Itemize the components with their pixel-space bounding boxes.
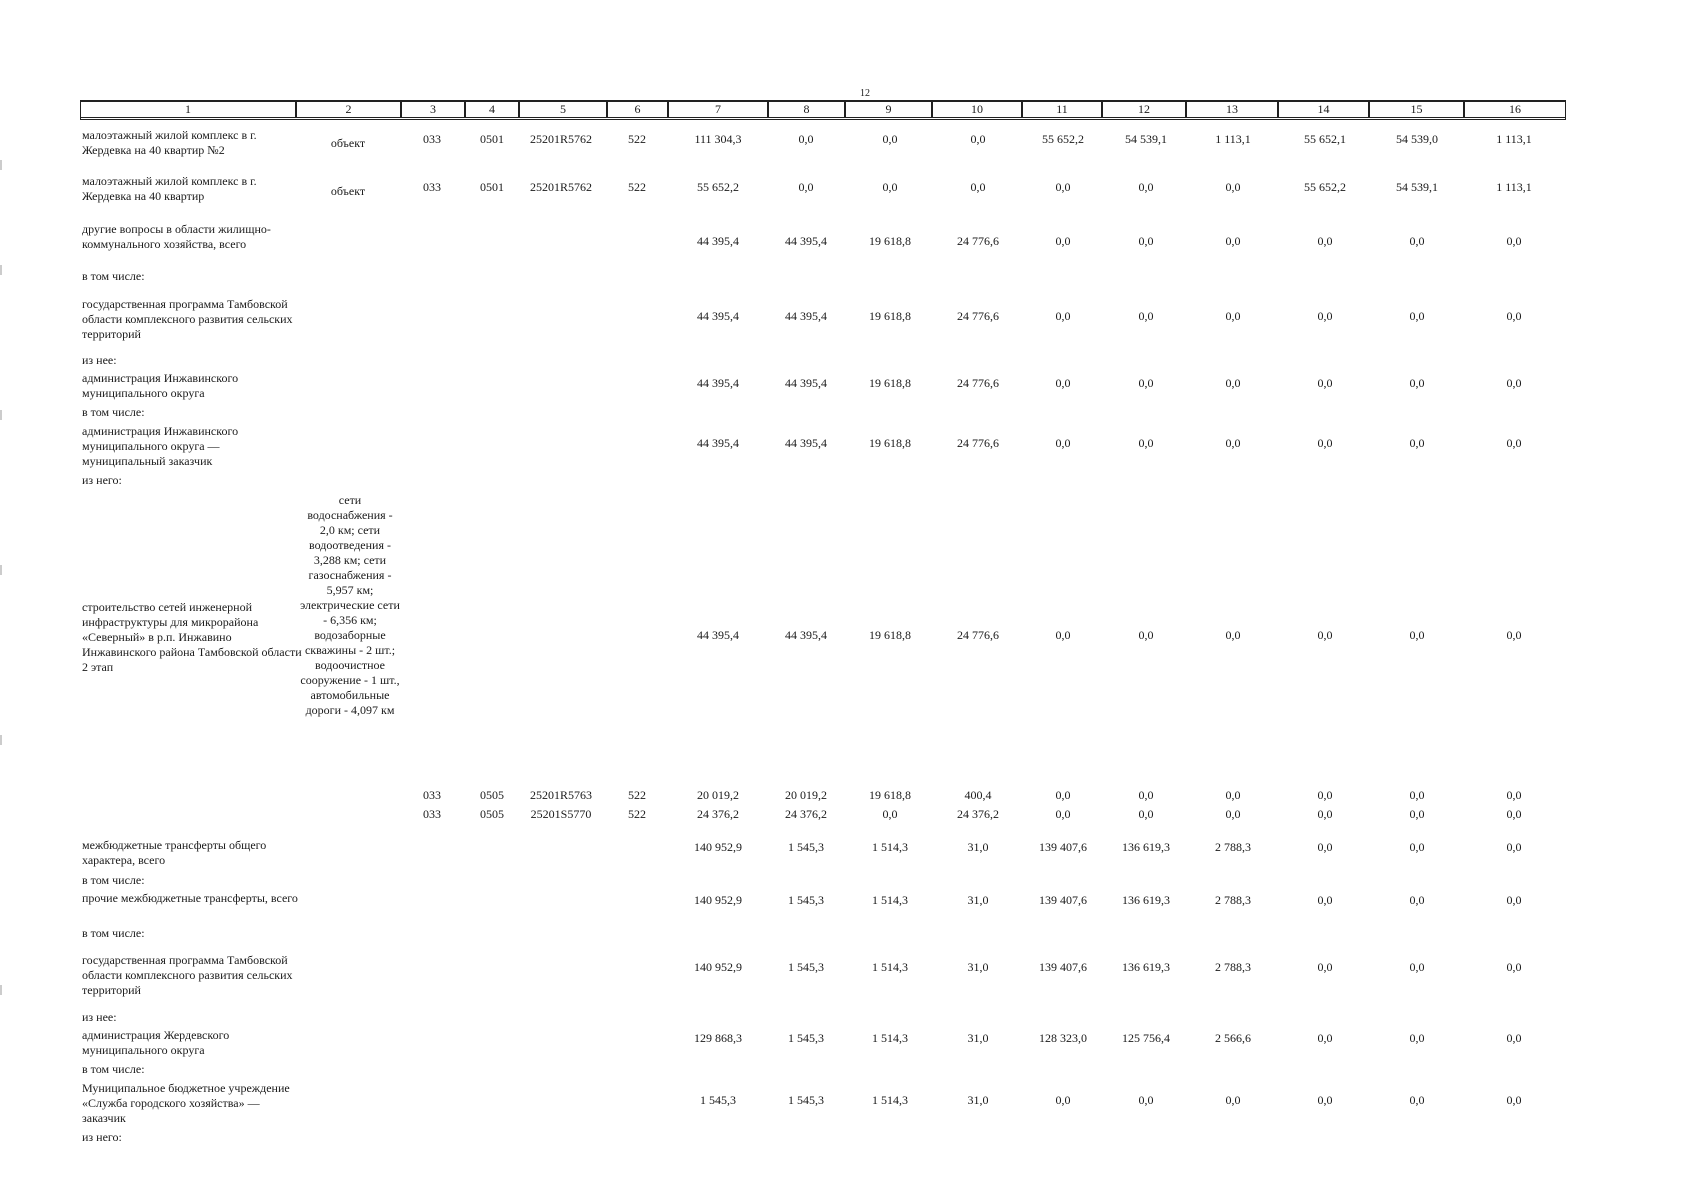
margin-mark <box>0 160 2 170</box>
value-cell: 0,0 <box>1409 628 1425 642</box>
value-cell: 0,0 <box>1055 376 1071 390</box>
row-name: Муниципальное бюджетное учреждение «Служба городского хозяйства» — заказчик <box>82 1081 290 1125</box>
margin-mark <box>0 565 2 575</box>
value-cell: 0,0 <box>1055 309 1071 323</box>
column-header: 14 <box>1278 101 1369 118</box>
value-cell: 0,0 <box>1317 788 1333 802</box>
value-cell: 1 545,3 <box>700 1093 736 1107</box>
sublabel: из нее: <box>82 353 117 367</box>
value-cell: 139 407,6 <box>1039 960 1087 974</box>
value-cell: 0,0 <box>1409 840 1425 854</box>
value-cell: 1 545,3 <box>788 1031 824 1045</box>
value-cell: 0,0 <box>1225 788 1241 802</box>
value-cell: 0,0 <box>1138 234 1154 248</box>
code-cell: 0501 <box>480 132 504 146</box>
value-cell: 44 395,4 <box>697 436 739 450</box>
value-cell: 1 545,3 <box>788 1093 824 1107</box>
code-cell: 25201R5763 <box>529 788 593 802</box>
value-cell: 44 395,4 <box>785 309 827 323</box>
value-cell: 0,0 <box>1138 309 1154 323</box>
value-cell: 0,0 <box>1317 807 1333 821</box>
margin-mark <box>0 410 2 420</box>
value-cell: 0,0 <box>1225 628 1241 642</box>
code-cell: 033 <box>423 132 441 146</box>
code-cell: 522 <box>628 132 646 146</box>
value-cell: 0,0 <box>1506 234 1522 248</box>
value-cell: 129 868,3 <box>694 1031 742 1045</box>
value-cell: 111 304,3 <box>694 132 742 146</box>
value-cell: 0,0 <box>1409 1093 1425 1107</box>
value-cell: 0,0 <box>1409 309 1425 323</box>
value-cell: 0,0 <box>1055 628 1071 642</box>
value-cell: 24 776,6 <box>957 436 999 450</box>
value-cell: 1 514,3 <box>872 1093 908 1107</box>
row-name: малоэтажный жилой комплекс в г. Жердевка на 40 квартир <box>82 174 257 203</box>
value-cell: 0,0 <box>1409 960 1425 974</box>
column-header: 12 <box>1102 101 1186 118</box>
value-cell: 19 618,8 <box>869 628 911 642</box>
value-cell: 31,0 <box>967 960 989 974</box>
sublabel: из нее: <box>82 1010 117 1024</box>
value-cell: 1 545,3 <box>788 893 824 907</box>
value-cell: 0,0 <box>1506 309 1522 323</box>
column-header: 9 <box>845 101 932 118</box>
row-name: государственная программа Тамбовской области комплексного развития сельских территорий <box>82 297 293 341</box>
value-cell: 0,0 <box>798 180 814 194</box>
column-header: 8 <box>768 101 845 118</box>
value-cell: 139 407,6 <box>1039 893 1087 907</box>
value-cell: 1 514,3 <box>872 1031 908 1045</box>
value-cell: 1 545,3 <box>788 960 824 974</box>
value-cell: 20 019,2 <box>697 788 739 802</box>
value-cell: 0,0 <box>882 807 898 821</box>
value-cell: 0,0 <box>882 180 898 194</box>
code-cell: 0505 <box>480 807 504 821</box>
code-cell: 0505 <box>480 788 504 802</box>
value-cell: 136 619,3 <box>1122 893 1170 907</box>
value-cell: 2 788,3 <box>1215 893 1251 907</box>
value-cell: 0,0 <box>1506 1031 1522 1045</box>
value-cell: 139 407,6 <box>1039 840 1087 854</box>
value-cell: 31,0 <box>967 1093 989 1107</box>
unit-cell: объект <box>330 136 366 150</box>
value-cell: 44 395,4 <box>785 234 827 248</box>
row-name: малоэтажный жилой комплекс в г. Жердевка на 40 квартир №2 <box>82 128 257 157</box>
row-name: государственная программа Тамбовской области комплексного развития сельских территорий <box>82 953 293 997</box>
value-cell: 54 539,1 <box>1125 132 1167 146</box>
column-header: 4 <box>465 101 519 118</box>
value-cell: 0,0 <box>1506 628 1522 642</box>
sublabel: в том числе: <box>82 405 145 419</box>
value-cell: 140 952,9 <box>694 893 742 907</box>
value-cell: 0,0 <box>882 132 898 146</box>
value-cell: 0,0 <box>1317 309 1333 323</box>
value-cell: 0,0 <box>1225 234 1241 248</box>
value-cell: 0,0 <box>1055 788 1071 802</box>
column-header: 7 <box>668 101 768 118</box>
code-cell: 522 <box>628 788 646 802</box>
value-cell: 44 395,4 <box>697 628 739 642</box>
value-cell: 136 619,3 <box>1122 960 1170 974</box>
value-cell: 0,0 <box>1409 376 1425 390</box>
value-cell: 0,0 <box>1409 893 1425 907</box>
column-header: 10 <box>932 101 1022 118</box>
value-cell: 0,0 <box>1317 436 1333 450</box>
value-cell: 0,0 <box>1317 840 1333 854</box>
value-cell: 0,0 <box>1055 1093 1071 1107</box>
column-header: 5 <box>519 101 607 118</box>
column-header: 15 <box>1369 101 1464 118</box>
value-cell: 19 618,8 <box>869 309 911 323</box>
value-cell: 0,0 <box>1055 234 1071 248</box>
value-cell: 0,0 <box>1225 180 1241 194</box>
value-cell: 400,4 <box>964 788 992 802</box>
value-cell: 136 619,3 <box>1122 840 1170 854</box>
value-cell: 1 514,3 <box>872 840 908 854</box>
value-cell: 0,0 <box>1225 436 1241 450</box>
value-cell: 0,0 <box>1055 436 1071 450</box>
value-cell: 0,0 <box>1225 309 1241 323</box>
value-cell: 44 395,4 <box>785 436 827 450</box>
value-cell: 55 652,2 <box>697 180 739 194</box>
column-header: 13 <box>1186 101 1278 118</box>
value-cell: 0,0 <box>1138 788 1154 802</box>
value-cell: 0,0 <box>1506 960 1522 974</box>
value-cell: 0,0 <box>1138 180 1154 194</box>
value-cell: 0,0 <box>1506 788 1522 802</box>
value-cell: 0,0 <box>970 180 986 194</box>
sublabel: в том числе: <box>82 269 145 283</box>
value-cell: 0,0 <box>1138 376 1154 390</box>
value-cell: 140 952,9 <box>694 960 742 974</box>
code-cell: 25201S5770 <box>530 807 592 821</box>
value-cell: 44 395,4 <box>785 628 827 642</box>
column-header: 11 <box>1022 101 1102 118</box>
value-cell: 19 618,8 <box>869 788 911 802</box>
row-name: прочие межбюджетные трансферты, всего <box>82 891 298 905</box>
code-cell: 0501 <box>480 180 504 194</box>
value-cell: 2 788,3 <box>1215 960 1251 974</box>
value-cell: 0,0 <box>1055 180 1071 194</box>
value-cell: 0,0 <box>1409 1031 1425 1045</box>
code-cell: 033 <box>423 180 441 194</box>
value-cell: 0,0 <box>1409 788 1425 802</box>
code-cell: 25201R5762 <box>529 132 593 146</box>
value-cell: 0,0 <box>1317 234 1333 248</box>
object-capacity-description: сети водоснабжения - 2,0 км; сети водоотведения - 3,288 км; сети газоснабжения - 5,957 км; электрические сети - 6,356 км; водозаборные скважины - 2 шт.; водоочистное сооружение - 1 шт., автомобильные дороги - 4,097 км <box>300 493 400 717</box>
value-cell: 19 618,8 <box>869 376 911 390</box>
value-cell: 44 395,4 <box>785 376 827 390</box>
value-cell: 24 776,6 <box>957 628 999 642</box>
value-cell: 2 788,3 <box>1215 840 1251 854</box>
value-cell: 0,0 <box>1506 436 1522 450</box>
value-cell: 31,0 <box>967 893 989 907</box>
value-cell: 0,0 <box>1317 628 1333 642</box>
row-name: строительство сетей инженерной инфраструктуры для микрорайона «Северный» в р.п. Инжавино Инжавинского района Тамбовской области 2 этап <box>82 600 302 674</box>
row-name: другие вопросы в области жилищно-коммунального хозяйства, всего <box>82 222 271 251</box>
sublabel: в том числе: <box>82 873 145 887</box>
value-cell: 31,0 <box>967 1031 989 1045</box>
value-cell: 0,0 <box>1317 960 1333 974</box>
value-cell: 55 652,1 <box>1304 132 1346 146</box>
value-cell: 0,0 <box>1225 376 1241 390</box>
value-cell: 24 776,6 <box>957 376 999 390</box>
value-cell: 0,0 <box>1506 807 1522 821</box>
value-cell: 128 323,0 <box>1039 1031 1087 1045</box>
value-cell: 24 376,2 <box>697 807 739 821</box>
value-cell: 0,0 <box>1055 807 1071 821</box>
value-cell: 55 652,2 <box>1042 132 1084 146</box>
sublabel: из него: <box>82 1130 122 1144</box>
value-cell: 0,0 <box>1506 893 1522 907</box>
value-cell: 140 952,9 <box>694 840 742 854</box>
value-cell: 44 395,4 <box>697 234 739 248</box>
value-cell: 1 514,3 <box>872 960 908 974</box>
value-cell: 20 019,2 <box>785 788 827 802</box>
value-cell: 54 539,1 <box>1396 180 1438 194</box>
value-cell: 0,0 <box>1409 436 1425 450</box>
value-cell: 0,0 <box>1138 807 1154 821</box>
row-name: администрация Жердевского муниципального округа <box>82 1028 230 1057</box>
margin-mark <box>0 985 2 995</box>
page-number: 12 <box>860 88 870 99</box>
code-cell: 033 <box>423 807 441 821</box>
value-cell: 0,0 <box>798 132 814 146</box>
value-cell: 55 652,2 <box>1304 180 1346 194</box>
value-cell: 44 395,4 <box>697 376 739 390</box>
sublabel: из него: <box>82 473 122 487</box>
code-cell: 522 <box>628 180 646 194</box>
value-cell: 0,0 <box>970 132 986 146</box>
value-cell: 0,0 <box>1225 807 1241 821</box>
unit-cell: объект <box>330 184 366 198</box>
value-cell: 0,0 <box>1225 1093 1241 1107</box>
value-cell: 0,0 <box>1506 376 1522 390</box>
column-header: 6 <box>607 101 668 118</box>
value-cell: 0,0 <box>1409 807 1425 821</box>
value-cell: 125 756,4 <box>1122 1031 1170 1045</box>
sublabel: в том числе: <box>82 1062 145 1076</box>
value-cell: 0,0 <box>1317 1093 1333 1107</box>
value-cell: 1 113,1 <box>1215 132 1251 146</box>
value-cell: 1 545,3 <box>788 840 824 854</box>
value-cell: 0,0 <box>1317 376 1333 390</box>
value-cell: 0,0 <box>1138 1093 1154 1107</box>
margin-mark <box>0 735 2 745</box>
column-header: 1 <box>80 101 296 118</box>
value-cell: 0,0 <box>1506 840 1522 854</box>
row-name: администрация Инжавинского муниципального округа <box>82 371 239 400</box>
value-cell: 0,0 <box>1317 893 1333 907</box>
value-cell: 1 113,1 <box>1496 132 1532 146</box>
value-cell: 19 618,8 <box>869 436 911 450</box>
margin-mark <box>0 265 2 275</box>
value-cell: 0,0 <box>1317 1031 1333 1045</box>
value-cell: 24 776,6 <box>957 234 999 248</box>
value-cell: 31,0 <box>967 840 989 854</box>
value-cell: 1 113,1 <box>1496 180 1532 194</box>
value-cell: 19 618,8 <box>869 234 911 248</box>
value-cell: 1 514,3 <box>872 893 908 907</box>
column-header: 16 <box>1464 101 1566 118</box>
code-cell: 033 <box>423 788 441 802</box>
value-cell: 0,0 <box>1506 1093 1522 1107</box>
row-name: администрация Инжавинского муниципального округа — муниципальный заказчик <box>82 424 239 468</box>
row-name: межбюджетные трансферты общего характера, всего <box>82 838 267 867</box>
value-cell: 0,0 <box>1138 436 1154 450</box>
sublabel: в том числе: <box>82 926 145 940</box>
value-cell: 24 776,6 <box>957 309 999 323</box>
value-cell: 24 376,2 <box>957 807 999 821</box>
value-cell: 0,0 <box>1409 234 1425 248</box>
value-cell: 54 539,0 <box>1396 132 1438 146</box>
value-cell: 44 395,4 <box>697 309 739 323</box>
value-cell: 0,0 <box>1138 628 1154 642</box>
column-header: 2 <box>296 101 401 118</box>
value-cell: 2 566,6 <box>1215 1031 1251 1045</box>
value-cell: 24 376,2 <box>785 807 827 821</box>
code-cell: 522 <box>628 807 646 821</box>
column-header: 3 <box>401 101 465 118</box>
code-cell: 25201R5762 <box>529 180 593 194</box>
